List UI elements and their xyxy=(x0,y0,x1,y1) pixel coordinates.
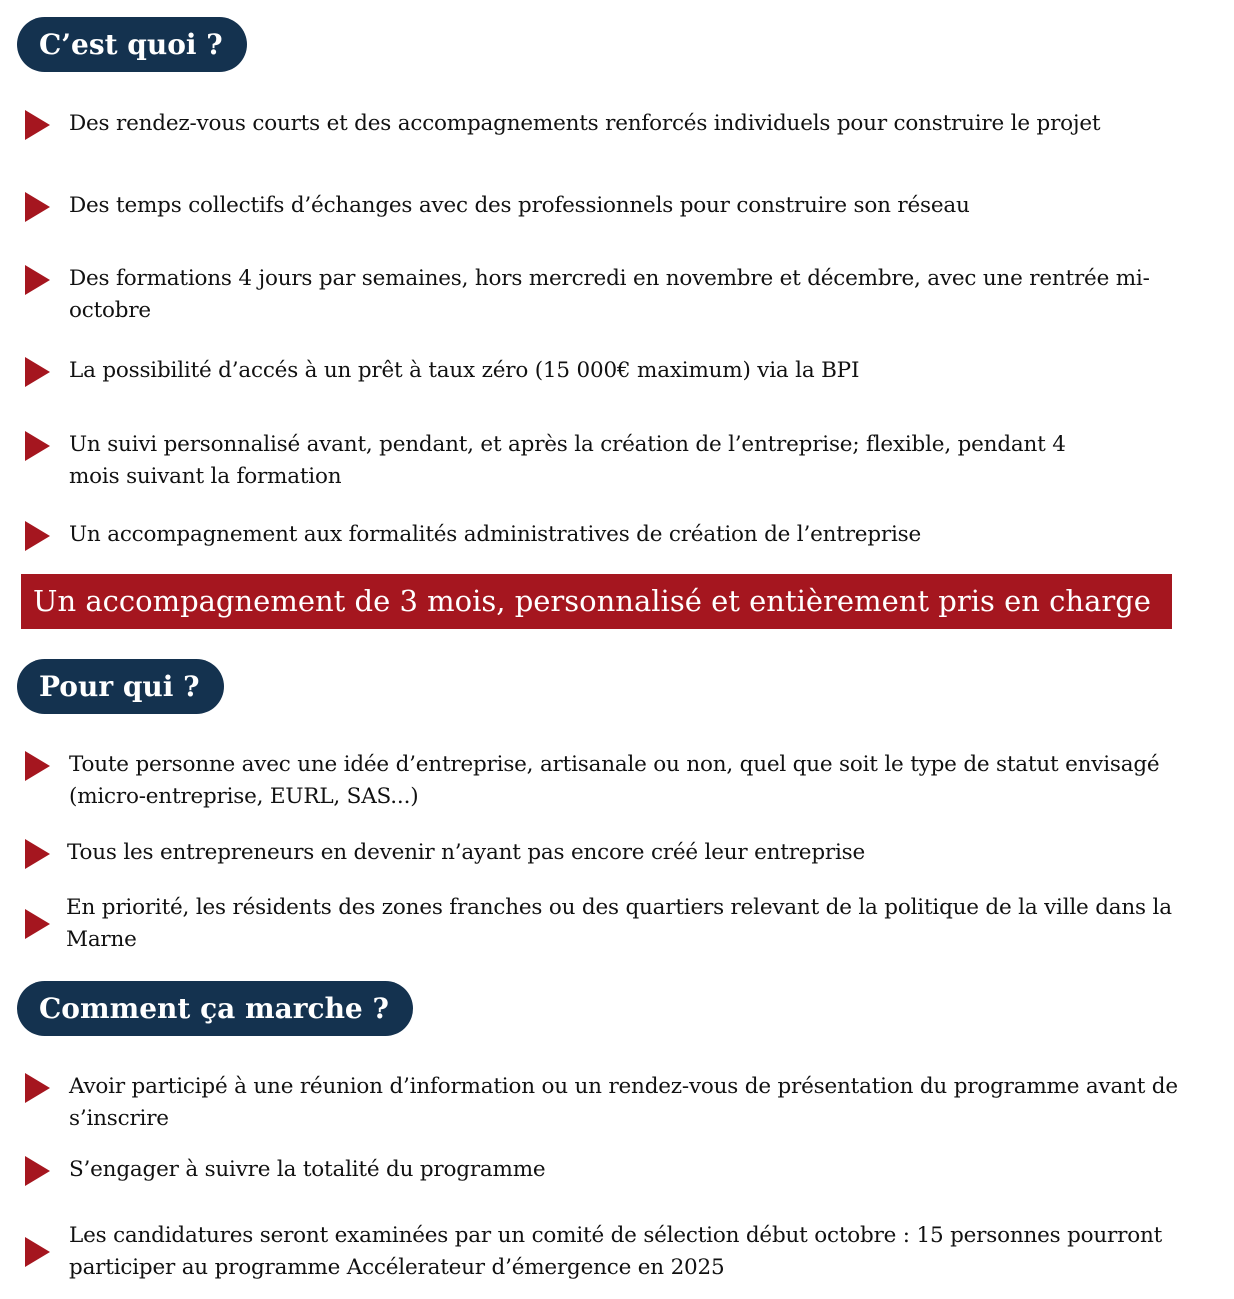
triangle-right-icon xyxy=(25,751,50,781)
list-item-text: Un accompagnement aux formalités administratives de création de l’entreprise xyxy=(69,522,922,547)
list-item-text: Les candidatures seront examinées par un comité de sélection début octobre : 15 personnes pourront participer au programme Accélerateur d’émergence en 2025 xyxy=(69,1223,1163,1280)
triangle-right-icon xyxy=(25,110,50,140)
section-title-pour-qui: Pour qui ? xyxy=(17,659,224,714)
list-item-text: En priorité, les résidents des zones franches ou des quartiers relevant de la politique de la ville dans la Marne xyxy=(66,895,1172,952)
list-item-text: Tous les entrepreneurs en devenir n’ayant pas encore créé leur entreprise xyxy=(67,840,866,865)
list-item-text: S’engager à suivre la totalité du programme xyxy=(69,1157,546,1182)
section-title-cest-quoi: C’est quoi ? xyxy=(17,17,247,72)
list-item-text: La possibilité d’accés à un prêt à taux zéro (15 000€ maximum) via la BPI xyxy=(69,358,860,383)
highlight-banner: Un accompagnement de 3 mois, personnalisé et entièrement pris en charge xyxy=(21,574,1172,629)
list-item-text: Des rendez-vous courts et des accompagnements renforcés individuels pour construire le projet xyxy=(69,111,1101,136)
list-item-text: Des formations 4 jours par semaines, hors mercredi en novembre et décembre, avec une rentrée mi-octobre xyxy=(69,266,1150,323)
list-item-text: Des temps collectifs d’échanges avec des professionnels pour construire son réseau xyxy=(69,193,970,218)
list-item-text: Un suivi personnalisé avant, pendant, et après la création de l’entreprise; flexible, pendant 4 mois suivant la formation xyxy=(69,432,1066,489)
list-item-text: Toute personne avec une idée d’entreprise, artisanale ou non, quel que soit le type de statut envisagé (micro-entreprise, EURL, SAS...) xyxy=(69,752,1160,809)
triangle-right-icon xyxy=(25,521,50,551)
triangle-right-icon xyxy=(25,431,50,461)
triangle-right-icon xyxy=(25,265,50,295)
triangle-right-icon xyxy=(25,357,50,387)
triangle-right-icon xyxy=(25,909,50,939)
list-item-text: Avoir participé à une réunion d’information ou un rendez-vous de présentation du programme avant de s’inscrire xyxy=(69,1074,1178,1131)
triangle-right-icon xyxy=(25,1237,50,1267)
triangle-right-icon xyxy=(25,1073,50,1103)
triangle-right-icon xyxy=(25,1156,50,1186)
triangle-right-icon xyxy=(25,192,50,222)
section-title-comment: Comment ça marche ? xyxy=(17,981,413,1036)
triangle-right-icon xyxy=(25,839,50,869)
